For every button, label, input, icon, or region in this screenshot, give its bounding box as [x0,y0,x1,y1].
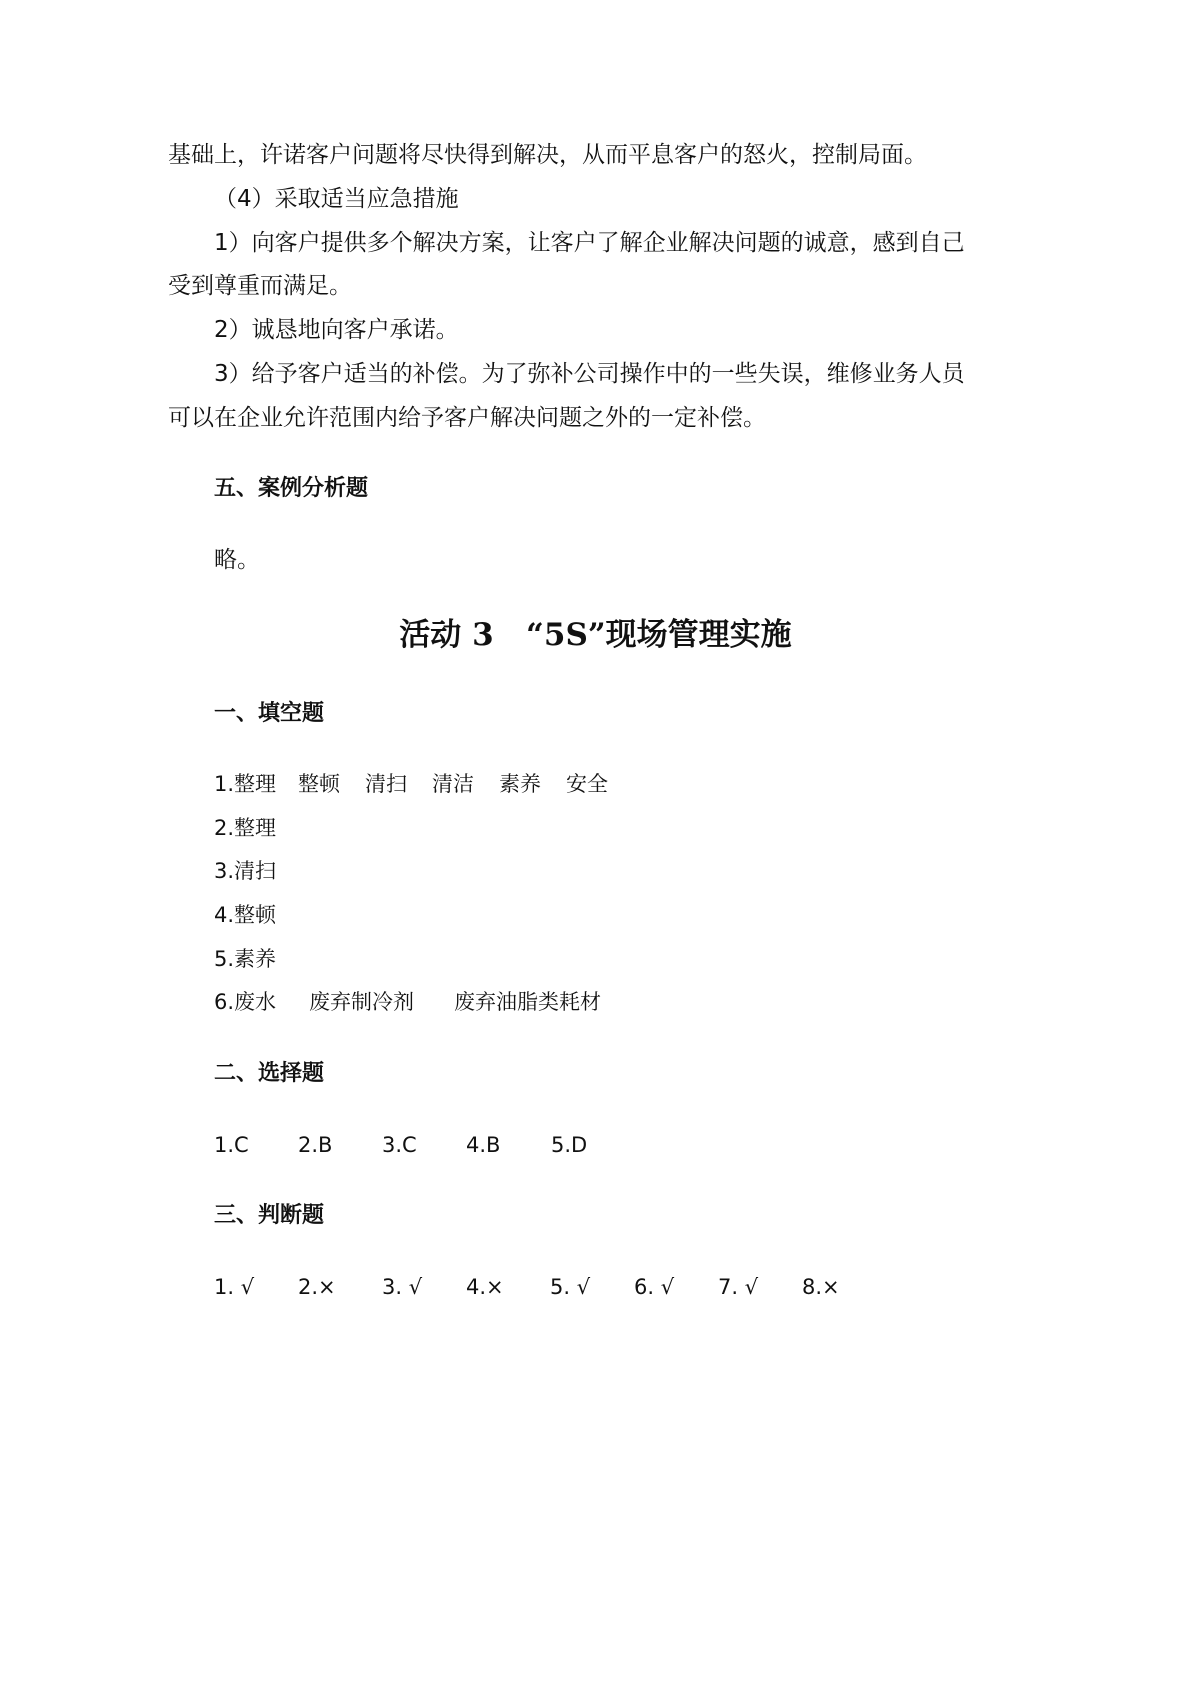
judge-answer: 6. √ [634,1275,675,1299]
answer-term: 安全 [566,772,608,796]
judge-answer: 3. √ [382,1275,423,1299]
fill-blank-answer-5: 5.素养 [214,947,277,971]
judge-heading: 三、判断题 [214,1203,325,1228]
subsection-title: （4）采取适当应急措施 [214,186,459,212]
answer-term: 整顿 [298,772,340,796]
measure-2: 2）诚恳地向客户承诺。 [214,317,459,343]
fill-blank-heading: 一、填空题 [214,701,325,726]
judge-answer: 7. √ [718,1275,759,1299]
judge-answer: 5. √ [550,1275,591,1299]
fill-blank-answer-4: 4.整顿 [214,903,277,927]
measure-1-line-2: 受到尊重而满足。 [168,273,352,299]
answer-term: 素养 [499,772,541,796]
judge-answer: 2.× [298,1275,336,1299]
answer-term: 废弃油脂类耗材 [454,990,601,1014]
measure-1-line-1: 1）向客户提供多个解决方案，让客户了解企业解决问题的诚意，感到自己 [214,230,965,256]
answer-term: 1.整理 [214,772,277,796]
case-analysis-heading: 五、案例分析题 [214,476,369,501]
judge-answer: 1. √ [214,1275,255,1299]
measure-3-line-2: 可以在企业允许范围内给予客户解决问题之外的一定补偿。 [168,405,766,431]
measure-3-line-1: 3）给予客户适当的补偿。为了弥补公司操作中的一些失误，维修业务人员 [214,361,965,387]
paragraph-line: 基础上，许诺客户问题将尽快得到解决，从而平息客户的怒火，控制局面。 [168,142,927,168]
choice-answer: 2.B [298,1133,333,1157]
choice-answer: 5.D [551,1133,588,1157]
answer-term: 废弃制冷剂 [309,990,414,1014]
fill-blank-answer-2: 2.整理 [214,816,277,840]
choice-answer: 4.B [466,1133,501,1157]
activity-title: 活动 3 “5S”现场管理实施 [399,617,792,653]
case-analysis-answer: 略。 [214,547,260,573]
choice-heading: 二、选择题 [214,1061,325,1086]
judge-answer: 8.× [802,1275,840,1299]
answer-term: 清洁 [432,772,474,796]
choice-answer: 3.C [382,1133,417,1157]
answer-term: 清扫 [365,772,407,796]
answer-term: 6.废水 [214,990,277,1014]
choice-answer: 1.C [214,1133,249,1157]
judge-answer: 4.× [466,1275,504,1299]
fill-blank-answer-3: 3.清扫 [214,859,277,883]
